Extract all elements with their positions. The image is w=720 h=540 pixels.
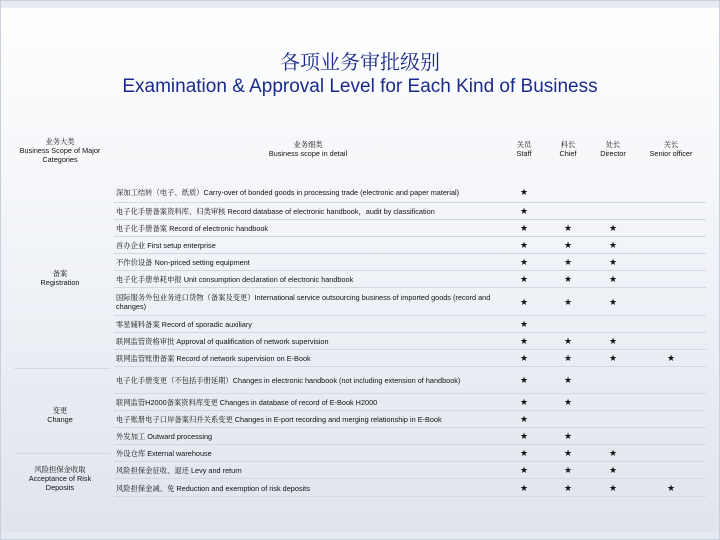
approval-star-icon: ★ [519,375,529,385]
row-detail-text: 电子化手册变更（不包括手册延期）Changes in electronic handbook (not including extension of handbook) [116,376,461,385]
approval-star-icon: ★ [519,240,529,250]
approval-level-table [14,120,706,506]
category-separator [14,368,110,369]
approval-star-icon: ★ [608,257,618,267]
approval-star-icon: ★ [519,319,529,329]
header-detail-en: Business scope in detail [268,149,348,158]
row-detail-text: 联网监管账册备案 Record of network supervision on E-Book [116,354,311,363]
header-level-en: Chief [559,149,577,158]
approval-star-icon: ★ [608,296,618,307]
approval-star-icon: ★ [563,465,573,475]
header-level-chief [546,134,590,164]
category-cn: 变更 [52,406,68,415]
row-detail-text: 国际服务外包业务进口货物（备案及变更）International service outsourcing business of imported goods (record and changes) [116,293,491,311]
header-level-senior-officer [636,134,706,164]
row-detail-text: 首办企业 First setup enterprise [116,241,216,250]
approval-star-icon: ★ [519,448,529,458]
row-detail-text: 外设仓库 External warehouse [116,449,212,458]
approval-star-icon: ★ [563,353,573,363]
header-level-en: Senior officer [649,149,693,158]
header-category [14,130,106,170]
row-detail-text: 联网监管资格审批 Approval of qualification of network supervision [116,337,329,346]
row-detail-text: 深加工结转（电子、纸质）Carry-over of bonded goods in processing trade (electronic and paper material) [116,188,460,197]
approval-star-icon: ★ [519,414,529,424]
category-en: Registration [40,278,80,287]
approval-star-icon: ★ [519,296,529,307]
approval-star-icon: ★ [608,353,618,363]
page-title-chinese: 各项业务审批级别 [280,50,440,74]
row-detail-text: 电子化手册单耗申报 Unit consumption declaration of electronic handbook [116,275,354,284]
category-en: Acceptance of Risk Deposits [28,473,92,492]
approval-star-icon: ★ [519,482,529,493]
approval-star-icon: ★ [608,482,618,493]
approval-star-icon: ★ [563,240,573,250]
header-category-en: Business Scope of Major Categories [19,145,101,164]
category-registration [14,258,106,298]
approval-star-icon: ★ [666,482,676,493]
approval-star-icon: ★ [519,397,529,407]
header-level-director [590,134,636,164]
approval-star-icon: ★ [563,431,573,441]
approval-star-icon: ★ [608,336,618,346]
row-detail-text: 不作价设备 Non-priced setting equipment [116,258,250,267]
page-title-english: Examination & Approval Level for Each Kind of Business [122,76,598,97]
header-level-cn: 处长 [605,140,621,149]
approval-star-icon: ★ [563,397,573,407]
header-level-en: Staff [516,149,532,158]
approval-star-icon: ★ [608,240,618,250]
approval-star-icon: ★ [563,375,573,385]
row-detail-text: 外发加工 Outward processing [116,432,213,441]
category-cn: 备案 [52,269,68,278]
header-level-en: Director [600,149,626,158]
approval-star-icon: ★ [519,206,529,216]
approval-star-icon: ★ [608,448,618,458]
header-level-cn: 关员 [516,140,532,149]
header-level-cn: 关长 [663,140,679,149]
approval-star-icon: ★ [563,296,573,307]
approval-star-icon: ★ [519,353,529,363]
header-detail-cn: 业务细类 [293,140,323,149]
category-cn: 风险担保金收取 [34,464,86,474]
row-detail-text: 联网监管H2000备案资料库变更 Changes in database of record of E-Book H2000 [116,398,378,407]
header-category-cn: 业务大类 [45,136,75,146]
approval-star-icon: ★ [608,223,618,233]
approval-star-icon: ★ [519,257,529,267]
row-detail-text: 风险担保金减、免 Reduction and exemption of risk deposits [116,483,310,493]
approval-star-icon: ★ [519,336,529,346]
approval-star-icon: ★ [666,353,676,363]
approval-star-icon: ★ [519,223,529,233]
header-level-cn: 科长 [560,140,576,149]
category-en: Change [47,415,73,424]
row-detail-text: 风险担保金征收、退还 Levy and return [116,466,242,475]
row-detail-text: 零星辅料备案 Record of sporadic auxiliary [116,320,252,329]
approval-star-icon: ★ [563,482,573,493]
category-risk-deposits [14,460,106,496]
header-detail [116,134,500,164]
category-separator [14,453,110,454]
approval-star-icon: ★ [608,274,618,284]
approval-star-icon: ★ [563,257,573,267]
row-detail-text: 电子化手册备案资料库、归类审核 Record database of electronic handbook，audit by classification [116,207,435,216]
header-level-staff [502,134,546,164]
approval-star-icon: ★ [519,465,529,475]
approval-star-icon: ★ [563,223,573,233]
approval-star-icon: ★ [563,336,573,346]
approval-star-icon: ★ [519,431,529,441]
approval-star-icon: ★ [519,274,529,284]
row-detail-text: 电子化手册备案 Record of electronic handbook [116,224,269,233]
approval-star-icon: ★ [519,187,529,197]
approval-star-icon: ★ [608,465,618,475]
category-change [14,400,106,430]
row-detail-text: 电子账册电子口岸备案归并关系变更 Changes in E-port recording and merging relationship in E-Book [116,415,442,424]
approval-star-icon: ★ [563,274,573,284]
approval-star-icon: ★ [563,448,573,458]
